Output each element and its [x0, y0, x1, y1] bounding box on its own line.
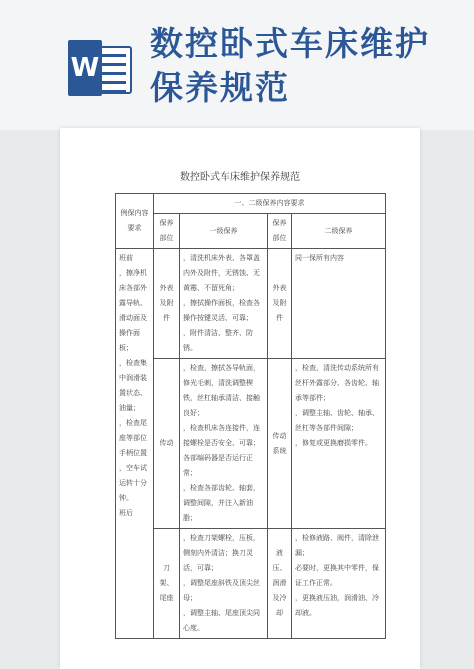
row1-part1: 外表及附件 [154, 249, 180, 359]
row3-part1: 刀架、尾座 [154, 529, 180, 639]
item-text: ，检修液路、阀件，清除泄漏； [295, 534, 379, 557]
row2-level1 [180, 359, 268, 529]
left-text-line: ，擦净机床各部外露导轨、滑动面及操作面板； [119, 269, 147, 352]
left-text-line: ，检查尾座等部位手柄位置 [119, 419, 147, 457]
document-page [60, 128, 420, 669]
left-text-line: 班后 [119, 509, 133, 517]
item-text: ，调整主轴、尾座顶尖同心度。 [183, 609, 260, 632]
item-text: ，检查刀架螺栓，压板，侧刻内外清洁；换刀灵活，可靠； [183, 534, 260, 572]
header-left: 例保内容要求 [116, 194, 154, 249]
table-subheader-row [116, 214, 386, 249]
word-document-icon [68, 40, 130, 96]
table-row [116, 529, 386, 639]
banner [0, 0, 474, 130]
left-text-cell [116, 249, 154, 639]
row1-level1 [180, 249, 268, 359]
row1-level2 [292, 249, 386, 359]
item-text: ，检查、擦拭各导轨面，修光毛刺，清洗调整楔铁，丝杠轴承清洁、接触良好； [183, 364, 260, 417]
item-text: 同一保所有内容 [295, 254, 344, 262]
item-text: ，调整尾座斜铁及顶尖丝母； [183, 579, 260, 602]
logo-letter: W [68, 40, 102, 96]
table-row [116, 359, 386, 529]
header-part1: 保养部位 [154, 214, 180, 249]
left-text-line: 班前 [119, 254, 133, 262]
row1-part2: 外表及附件 [268, 249, 292, 359]
item-text: ，调整主轴、齿轮、轴承、丝杠等各部件间隙； [295, 409, 379, 432]
header-level1: 一级保养 [180, 214, 268, 249]
row2-part1: 传动 [154, 359, 180, 529]
row3-level2 [292, 529, 386, 639]
item-text: ，擦拭操作面板，检查各操作按键灵活、可靠； [183, 299, 260, 322]
row3-level1 [180, 529, 268, 639]
item-text: ，检查机床各连接件，连接螺栓是否安全、可靠；各部编码器是否运行正常； [183, 424, 260, 477]
left-text-line: ，空车试运转十分钟。 [119, 464, 147, 502]
item-text: 必要时，更换其中零件，保证工作正常。 [295, 564, 379, 587]
left-text-line: ，检查集中润滑装置状态、油量； [119, 359, 147, 412]
item-text: ，清洗机床外表、各罩盖内外及附件，无锈蚀、无黄霉、不留死角； [183, 254, 260, 292]
header-part2: 保养部位 [268, 214, 292, 249]
banner-title: 数控卧式车床维护保养规范 [150, 24, 430, 107]
row2-level2 [292, 359, 386, 529]
maintenance-table [115, 193, 386, 639]
row3-part2: 液压、润滑及冷却 [268, 529, 292, 639]
item-text: ，修复或更换磨损零件。 [295, 439, 372, 447]
document-title: 数控卧式车床维护保养规范 [180, 172, 300, 183]
item-text: ，更换液压油，润滑油、冷却液。 [295, 594, 379, 617]
header-level2: 二级保养 [292, 214, 386, 249]
item-text: ，附件清洁、整齐、防锈。 [183, 329, 253, 352]
item-text: ，检查各部齿轮、轴套，调整间隙，并注入新油脂； [183, 484, 260, 522]
header-group: 一、二级保养内容要求 [154, 194, 386, 214]
row2-part2: 传动系统 [268, 359, 292, 529]
table-header-row [116, 194, 386, 214]
table-row [116, 249, 386, 359]
item-text: ，检查、清洗传动系统所有丝杆外露部分、各齿轮、轴承等部件； [295, 364, 379, 402]
